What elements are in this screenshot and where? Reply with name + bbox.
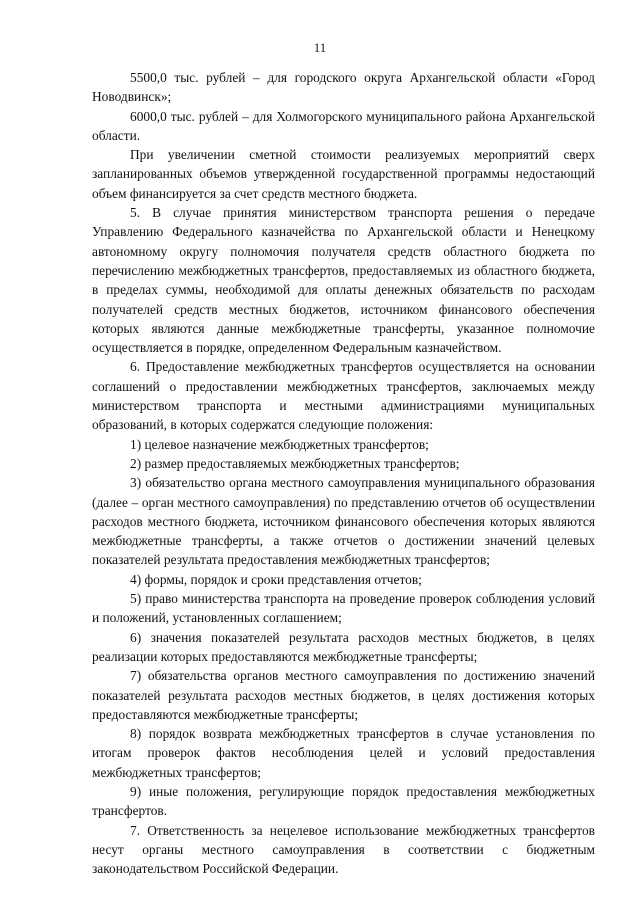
- list-item-9: 9) иные положения, регулирующие порядок предоставления межбюджетных трансфертов.: [92, 783, 595, 819]
- list-item-3: 3) обязательство органа местного самоуправления муниципального образования (далее – орган местного самоуправления) по представлению отчетов об осуществлении расходов местного бюджета, источником финансового обеспечения которых являются межбюджетные трансферты, а также отчетов о достижении значений целевых показателей результата предоставления межбюджетных трансфертов;: [92, 475, 595, 568]
- paragraph-cost-increase: При увеличении сметной стоимости реализуемых мероприятий сверх запланированных объемов утвержденной государственной программы недостающий объем финансируется за счет средств местного бюджета.: [92, 147, 595, 201]
- paragraph-clause-5: 5. В случае принятия министерством транспорта решения о передаче Управлению Федерального казначейства по Архангельской области и Ненецкому автономному округу полномочия получателя средств областного бюджета по перечислению межбюджетных трансфертов, предоставляемых из областного бюджета, в пределах суммы, необходимой для оплаты денежных обязательств по расходам получателей средств местных бюджетов, источником финансового обеспечения которых являются данные межбюджетные трансферты, указанное полномочие осуществляется в порядке, определенном Федеральным казначейством.: [92, 205, 595, 356]
- list-item-1: 1) целевое назначение межбюджетных трансфертов;: [130, 436, 429, 452]
- paragraph-clause-6: 6. Предоставление межбюджетных трансфертов осуществляется на основании соглашений о предоставлении межбюджетных трансфертов, заключаемых между министерством транспорта и местными администрациями муниципальных образований, в которых содержатся следующие положения:: [92, 359, 595, 433]
- list-item-7: 7) обязательства органов местного самоуправления по достижению значений показателей результата расходов местных бюджетов, в целях достижения которых предоставляются межбюджетные трансферты;: [92, 668, 595, 722]
- page-number: 11: [313, 40, 327, 55]
- list-item-8: 8) порядок возврата межбюджетных трансфертов в случае установления по итогам проверок фактов несоблюдения целей и условий предоставления межбюджетных трансфертов;: [92, 726, 595, 780]
- paragraph-clause-7: 7. Ответственность за нецелевое использование межбюджетных трансфертов несут органы местного самоуправления в соответствии с бюджетным законодательством Российской Федерации.: [92, 822, 595, 877]
- list-item-4: 4) формы, порядок и сроки представления отчетов;: [130, 571, 422, 587]
- list-item-6: 6) значения показателей результата расходов местных бюджетов, в целях реализации которых предоставляются межбюджетные трансферты;: [92, 629, 595, 664]
- paragraph-amount-kholmogory: 6000,0 тыс. рублей – для Холмогорского муниципального района Архангельской области.: [92, 108, 595, 143]
- list-item-5: 5) право министерства транспорта на проведение проверок соблюдения условий и положений, установленных соглашением;: [92, 591, 595, 626]
- paragraph-amount-novodvinsk: 5500,0 тыс. рублей – для городского округа Архангельской области «Город Новодвинск»;: [92, 70, 595, 105]
- document-body: [92, 68, 595, 878]
- list-item-2: 2) размер предоставляемых межбюджетных трансфертов;: [130, 455, 460, 471]
